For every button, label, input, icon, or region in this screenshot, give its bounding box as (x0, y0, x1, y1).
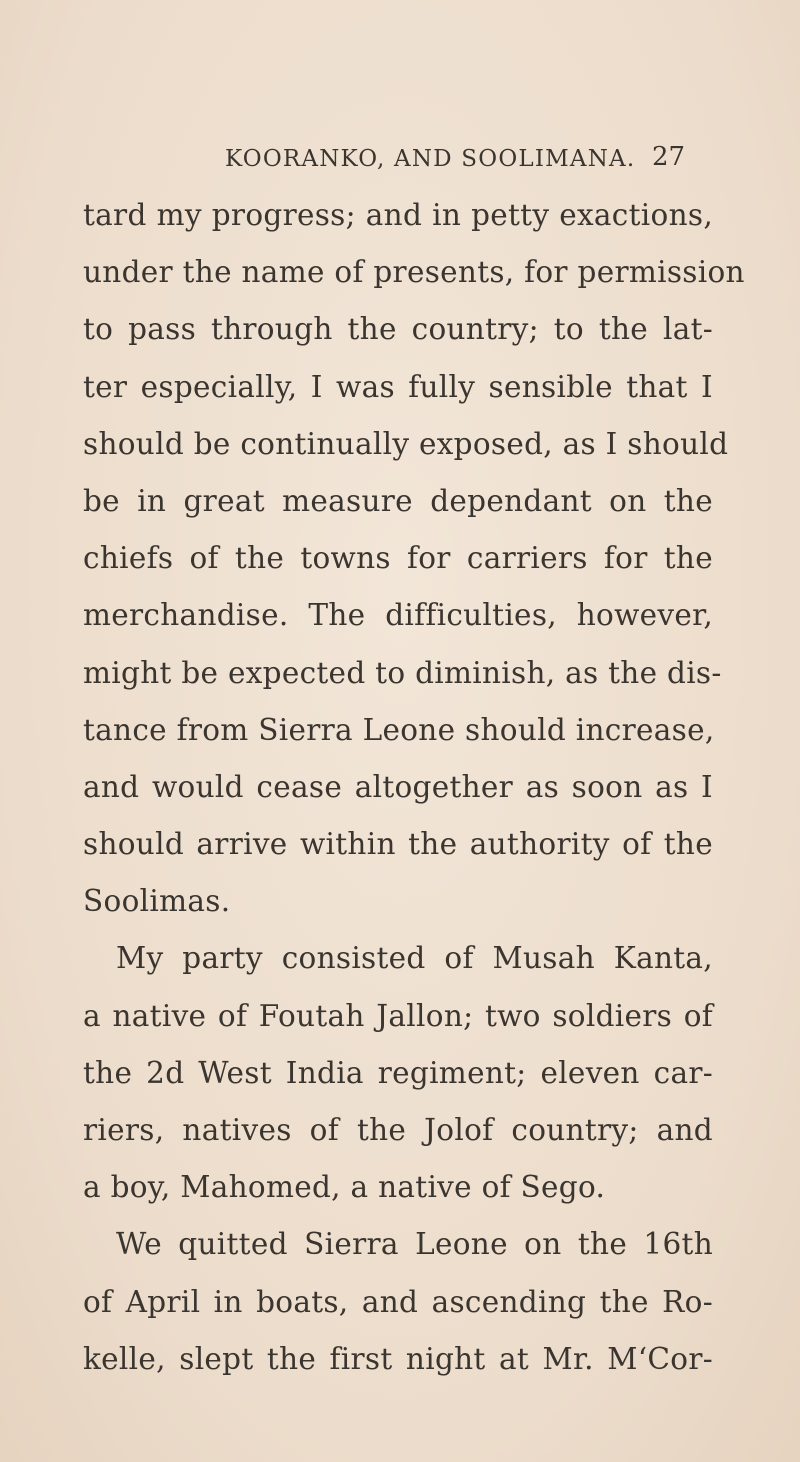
text-line: to pass through the country; to the lat- (83, 312, 713, 347)
paragraph-start-line: We quitted Sierra Leone on the 16th (116, 1227, 713, 1262)
text-line: the 2d West India regiment; eleven car- (83, 1055, 713, 1090)
text-line: tard my progress; and in petty exactions, (83, 198, 713, 232)
text-line: be in great measure dependant on the (83, 483, 713, 518)
page-header (0, 142, 800, 186)
text-line: chiefs of the towns for carriers for the (83, 541, 713, 576)
paragraph-start-line: My party consisted of Musah Kanta, (116, 941, 713, 976)
text-line: might be expected to diminish, as the dis- (83, 655, 722, 690)
body-text (83, 187, 745, 1388)
text-line: should be continually exposed, as I should (83, 426, 729, 461)
page-number: 27 (652, 142, 686, 172)
paragraph-end-line: a boy, Mahomed, a native of Sego. (83, 1170, 606, 1205)
text-line: riers, natives of the Jolof country; and (83, 1113, 713, 1147)
text-line: tance from Sierra Leone should increase, (83, 712, 715, 747)
text-line: ter especially, I was fully sensible that I (83, 369, 713, 404)
text-line: merchandise. The difficulties, however, (83, 598, 713, 633)
text-line: a native of Foutah Jallon; two soldiers of (83, 998, 713, 1033)
text-line: kelle, slept the first night at Mr. M‘Cor- (83, 1341, 713, 1376)
text-line: of April in boats, and ascending the Ro- (83, 1284, 713, 1319)
text-line: should arrive within the authority of the (83, 827, 713, 862)
running-head: KOORANKO, AND SOOLIMANA. (225, 146, 636, 172)
paragraph-end-line: Soolimas. (83, 884, 231, 919)
text-line: and would cease altogether as soon as I (83, 769, 713, 804)
text-line: under the name of presents, for permission (83, 255, 745, 290)
